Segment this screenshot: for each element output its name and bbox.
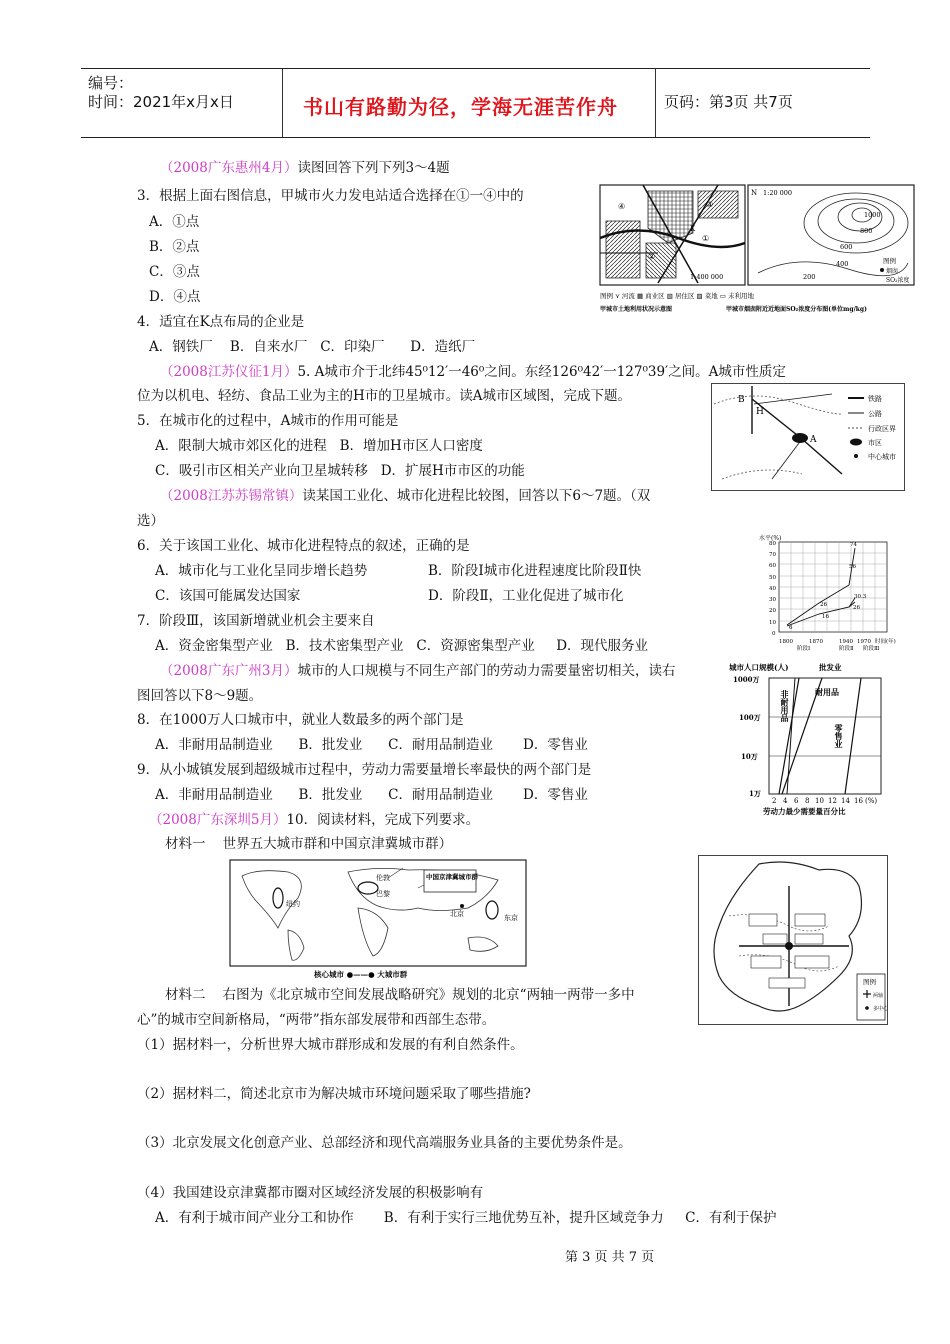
options-4: A．钢铁厂 B．自来水厂 C．印染厂 D．造纸厂: [149, 339, 476, 355]
series-label: 耐用品: [815, 687, 839, 697]
map-legend: 核心城市 ●——● 大城市群: [314, 970, 408, 979]
caption-right: 甲城市烟囱附近近地面SO₂浓度分布图(单位mg/kg): [726, 306, 867, 313]
legend-item: SO₂浓度: [886, 277, 910, 284]
question-intro-3-4: [160, 158, 450, 178]
scale-right: 1:20 000: [763, 189, 793, 197]
legend-item: 两轴: [873, 993, 884, 999]
source-tag: （2008广东广州3月）: [160, 663, 298, 679]
svg-text:②: ②: [648, 252, 656, 261]
label-london: 伦敦: [376, 874, 390, 882]
option-3a: A．①点: [149, 214, 200, 230]
stage-label: 阶段Ⅱ: [839, 646, 854, 652]
figure-beijing-plan: [698, 855, 888, 1025]
x-tick: 1800: [779, 639, 793, 645]
intro-text: 5. A城市介于北纬45⁰12′一46⁰之间。东经126⁰42′一127⁰39′之间。A城市性质定: [297, 364, 786, 380]
point-label: 30.3: [854, 594, 867, 600]
svg-text:K: K: [690, 225, 696, 233]
label-tokyo: 东京: [504, 914, 518, 922]
y-tick: 70: [769, 552, 776, 558]
x-tick: (%): [865, 797, 878, 805]
y-tick: 40: [769, 586, 776, 592]
option-6d: D．阶段Ⅱ，工业化促进了城市化: [428, 588, 624, 604]
legend-item: 行政区界: [868, 425, 896, 433]
stage-label: 阶段Ⅰ: [797, 646, 811, 652]
contour-label: 1000: [864, 211, 881, 219]
intro-text: 读图回答下列下列3～4题: [297, 160, 450, 176]
question-intro-5: [160, 362, 786, 382]
figure-5-svg: [228, 858, 528, 980]
legend-title: 图例: [863, 978, 876, 986]
question-7: 7．阶段Ⅲ，该国新增就业机会主要来自: [137, 613, 375, 629]
x-tick: 4: [783, 797, 788, 805]
page-header: [81, 68, 870, 138]
option-6c: C．该国可能属发达国家: [155, 588, 301, 604]
point-label: 56: [849, 564, 856, 570]
question-10-4: （4）我国建设京津冀都市圈对区域经济发展的积极影响有: [137, 1185, 484, 1201]
legend-item: 烟囱: [886, 268, 899, 275]
series-label: 零售业: [834, 724, 844, 748]
y-tick: 10万: [741, 752, 758, 761]
y-tick: 1万: [749, 789, 761, 798]
chart-title: 城市人口规模(人): [729, 663, 789, 672]
source-tag: （2008江苏苏锡常镇）: [160, 488, 303, 504]
figure-3-svg: [757, 532, 907, 654]
label-paris: 巴黎: [376, 890, 390, 898]
y-tick: 10: [769, 620, 776, 626]
y-tick: 20: [769, 608, 776, 614]
label-newyork: 纽约: [286, 900, 300, 908]
point-label: 26: [853, 605, 860, 611]
question-9: 9．从小城镇发展到超级城市过程中，劳动力需要量增长率最快的两个部门是: [137, 762, 592, 778]
x-tick: 10: [815, 797, 824, 805]
x-label: 时间(年): [875, 639, 896, 645]
svg-text:①: ①: [702, 234, 710, 243]
contour-label: 600: [840, 243, 853, 251]
material-2-cont: 心”的城市空间新格局，“两带”指东部发展带和西部生态带。: [137, 1012, 496, 1028]
material-1-title: 材料一 世界五大城市群和中国京津冀城市群）: [165, 836, 453, 852]
question-6: 6．关于该国工业化、城市化进程特点的叙述，正确的是: [137, 538, 470, 554]
caption-left: 甲城市土地利用状况示意图: [600, 306, 673, 313]
top-label: 批发业: [819, 663, 842, 672]
question-5: 5．在城市化的过程中，A城市的作用可能是: [137, 413, 399, 429]
point-label: 74: [850, 542, 857, 548]
options-8: A．非耐用品制造业 B．批发业 C．耐用品制造业 D．零售业: [155, 737, 588, 753]
question-intro-10: [149, 810, 479, 830]
legend-item: 铁路: [868, 395, 882, 403]
x-tick: 1940: [839, 639, 853, 645]
x-tick: 8: [805, 797, 810, 805]
y-tick: 80: [769, 541, 776, 547]
contour-label: 400: [836, 260, 849, 268]
figure-2-svg: [712, 384, 904, 490]
y-tick: 100万: [739, 713, 761, 722]
header-divider: [655, 69, 656, 137]
question-intro-8-9: [160, 661, 675, 681]
intro-text: 城市的人口规模与不同生产部门的劳动力需要量密切相关，读右: [297, 663, 676, 679]
option-6a: A．城市化与工业化呈同步增长趋势: [155, 563, 368, 579]
y-label: 水平(%): [759, 535, 782, 542]
y-tick: 1000万: [733, 675, 760, 684]
source-tag: （2008江苏仪征1月）: [160, 364, 298, 380]
svg-text:④: ④: [618, 202, 626, 211]
figure-4-svg: [727, 660, 897, 820]
question-8: 8．在1000万人口城市中，就业人数最多的两个部门是: [137, 712, 464, 728]
x-tick: 6: [794, 797, 799, 805]
figure-industrialization: [757, 532, 907, 654]
y-tick: 60: [769, 563, 776, 569]
series-label: 非耐用品: [780, 690, 790, 722]
y-tick: 0: [772, 631, 776, 637]
figure-world-map: [228, 858, 528, 980]
label-beijing: 北京: [450, 910, 464, 918]
intro-text: 10．阅读材料，完成下列要求。: [286, 812, 480, 828]
motto: 书山有路勤为径，学海无涯苦作舟: [303, 95, 618, 119]
source-tag: （2008广东惠州4月）: [160, 160, 298, 176]
intro-8-cont: 图回答以下8～9题。: [137, 688, 263, 704]
scale-left: 1:400 000: [690, 273, 724, 281]
options-7: A．资金密集型产业 B．技术密集型产业 C．资源密集型产业 D．现代服务业: [155, 638, 649, 654]
legend-bottom: 图例 ⋎ 河流 ▦ 商业区 ▧ 居住区 ▨ 菜地 ▭ 未利用地: [600, 292, 754, 300]
svg-text:N: N: [751, 189, 758, 197]
options-9: A．非耐用品制造业 B．批发业 C．耐用品制造业 D．零售业: [155, 787, 588, 803]
legend-item: 市区: [868, 439, 882, 447]
figure-1-svg: [598, 183, 916, 323]
point-label: 26: [820, 602, 827, 608]
options-10-4: A．有利于城市间产业分工和协作 B．有利于实行三地优势互补，提升区域竞争力 C．有利于保护: [155, 1210, 777, 1226]
x-tick: 1970: [857, 639, 871, 645]
intro-6-cont: 选）: [137, 513, 164, 529]
question-4: 4．适宜在K点布局的企业是: [137, 314, 305, 330]
contour-label: 800: [860, 227, 873, 235]
x-label: 劳动力最少需要量百分比: [763, 807, 846, 816]
label-jjj: 中国京津冀城市群: [426, 873, 478, 881]
label-h: H: [756, 407, 764, 417]
page-footer: 第 3 页 共 7 页: [565, 1250, 655, 1265]
intro-text: 读某国工业化、城市化进程比较图，回答以下6～7题。（双: [302, 488, 651, 504]
point-label: 6: [789, 625, 793, 631]
y-tick: 30: [769, 597, 776, 603]
stage-label: 阶段Ⅲ: [863, 646, 880, 652]
options-5cd: C．吸引市区相关产业向卫星城转移 D．扩展H市市区的功能: [155, 463, 525, 479]
legend-title: 图例: [883, 257, 896, 265]
source-tag: （2008广东深圳5月）: [149, 812, 287, 828]
header-divider: [282, 69, 283, 137]
x-tick: 12: [828, 797, 837, 805]
question-10-2: （2）据材料二，简述北京市为解决城市环境问题采取了哪些措施?: [137, 1086, 531, 1102]
page-label: 页码：第3页 共7页: [664, 93, 793, 111]
time-label: 时间：2021年x月x日: [88, 93, 234, 111]
intro-5-cont: 位为以机电、轻纺、食品工业为主的H市的卫星城市。读A城市区域图，完成下题。: [137, 388, 632, 404]
serial-label: 编号：: [88, 74, 134, 92]
x-tick: 1870: [809, 639, 823, 645]
question-3: 3．根据上面右图信息，甲城市火力发电站适合选择在①一④中的: [137, 188, 524, 204]
legend-item: 中心城市: [868, 453, 896, 461]
figure-6-svg: [699, 856, 887, 1024]
y-tick: 50: [769, 575, 776, 581]
x-tick: 14: [841, 797, 850, 805]
option-3b: B．②点: [149, 239, 200, 255]
options-5ab: A．限制大城市郊区化的进程 B．增加H市区人口密度: [155, 438, 483, 454]
x-tick: 16: [854, 797, 863, 805]
point-label: 16: [822, 614, 829, 620]
figure-land-use-so2: [598, 183, 916, 323]
label-a: A: [810, 435, 817, 445]
question-intro-6-7: [160, 486, 650, 506]
option-3c: C．③点: [149, 264, 200, 280]
legend-item: 多中心: [873, 1006, 887, 1012]
label-b: B: [738, 395, 745, 405]
figure-labor-demand: [727, 660, 897, 820]
svg-text:③: ③: [706, 200, 714, 209]
option-3d: D．④点: [149, 289, 201, 305]
option-6b: B．阶段Ⅰ城市化进程速度比阶段Ⅱ快: [428, 563, 642, 579]
material-2-text: 材料二 右图为《北京城市空间发展战略研究》规划的北京“两轴一两带一多中: [165, 987, 635, 1003]
x-tick: 2: [772, 797, 777, 805]
question-10-3: （3）北京发展文化创意产业、总部经济和现代高端服务业具备的主要优势条件是。: [137, 1135, 632, 1151]
figure-a-city-map: [711, 383, 905, 491]
question-10-1: （1）据材料一，分析世界大城市群形成和发展的有利自然条件。: [137, 1037, 524, 1053]
contour-label: 200: [803, 273, 816, 281]
legend-item: 公路: [868, 410, 882, 418]
